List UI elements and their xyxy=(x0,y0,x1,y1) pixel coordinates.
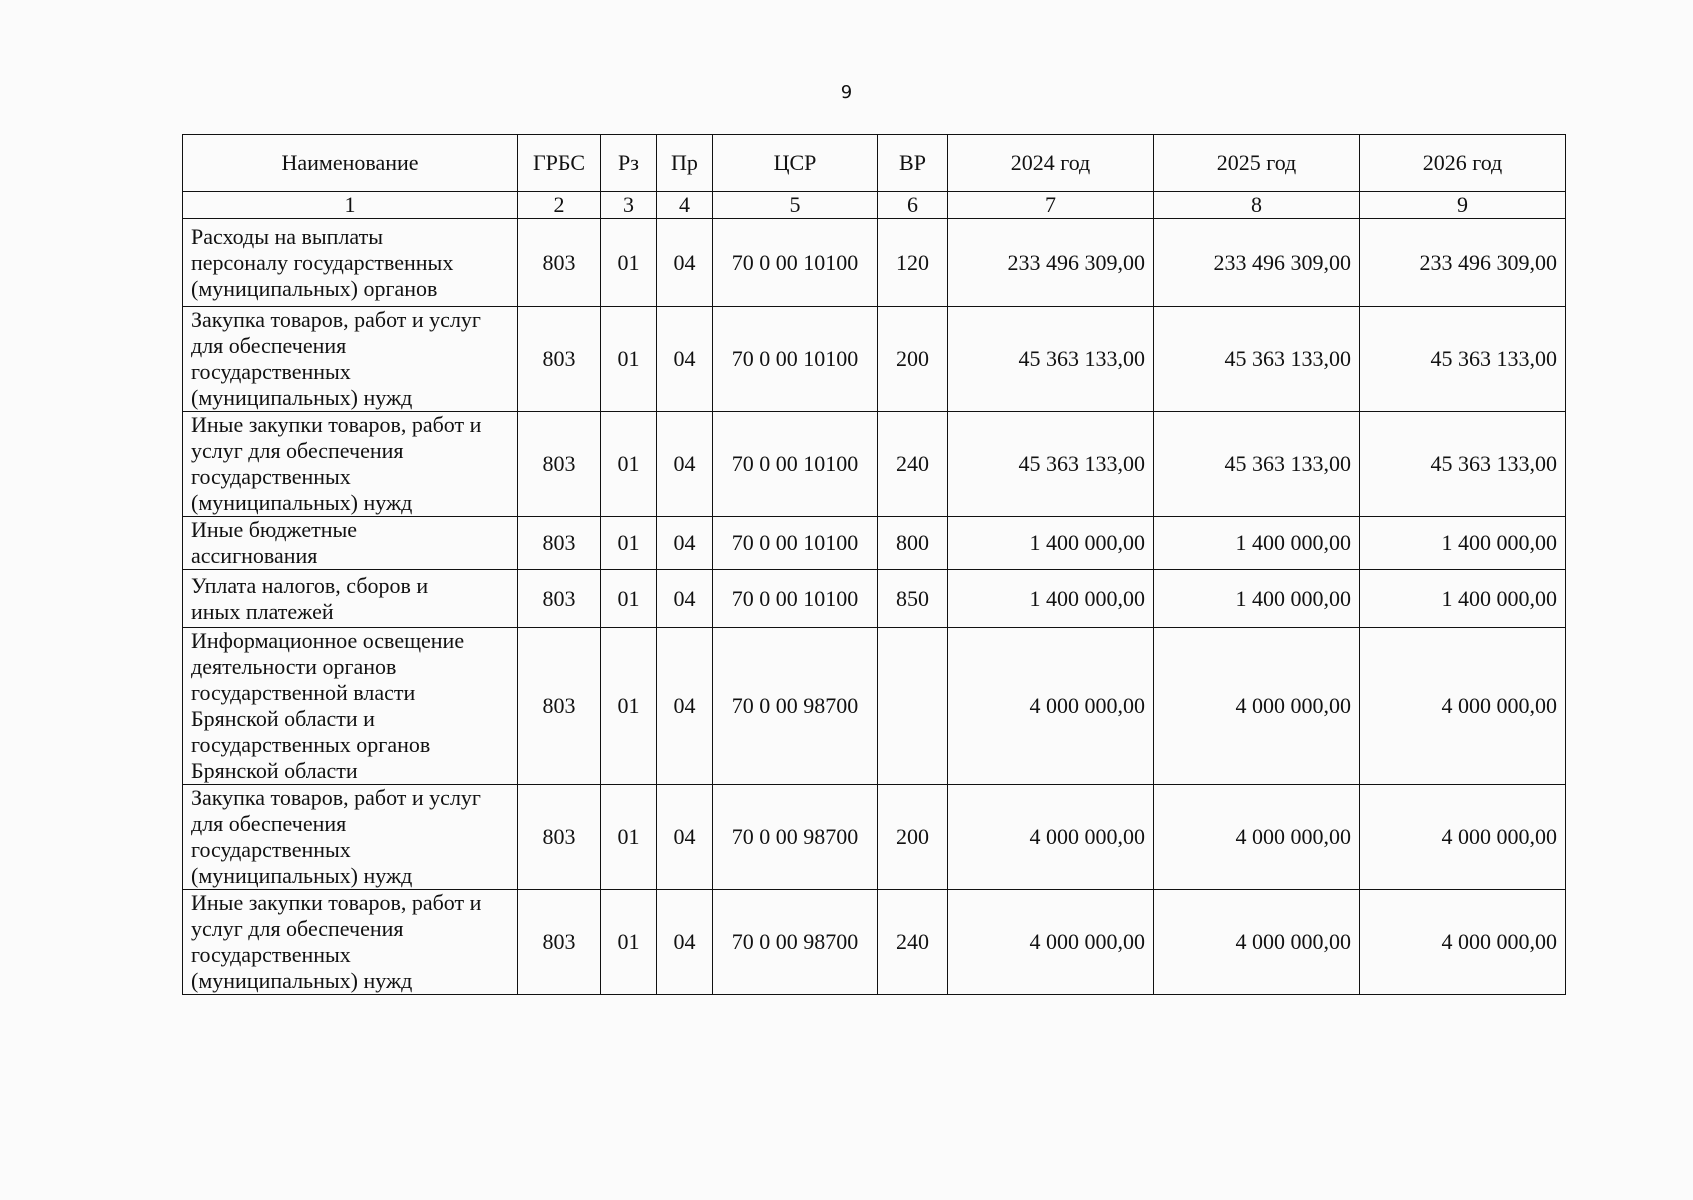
amount-2025-cell: 4 000 000,00 xyxy=(1154,890,1360,995)
name-line: персоналу государственных xyxy=(191,249,454,275)
header-2026: 2026 год xyxy=(1360,135,1566,192)
amount-2024-cell: 45 363 133,00 xyxy=(948,307,1154,412)
column-number: 3 xyxy=(601,192,657,219)
vr-cell: 240 xyxy=(878,412,948,517)
vr-cell xyxy=(878,628,948,785)
pr-cell: 04 xyxy=(657,628,713,785)
csr-cell: 70 0 00 98700 xyxy=(713,785,878,890)
vr-cell: 240 xyxy=(878,890,948,995)
grbs-cell: 803 xyxy=(518,628,601,785)
name-line: государственных xyxy=(191,464,351,489)
csr-cell: 70 0 00 10100 xyxy=(713,219,878,307)
csr-cell: 70 0 00 98700 xyxy=(713,628,878,785)
rz-cell: 01 xyxy=(601,628,657,785)
amount-2025-cell: 45 363 133,00 xyxy=(1154,412,1360,517)
name-line: услуг для обеспечения xyxy=(191,916,404,941)
rz-cell: 01 xyxy=(601,412,657,517)
column-number: 4 xyxy=(657,192,713,219)
pr-cell: 04 xyxy=(657,890,713,995)
amount-2026-cell: 4 000 000,00 xyxy=(1360,890,1566,995)
column-number: 8 xyxy=(1154,192,1360,219)
header-2024: 2024 год xyxy=(948,135,1154,192)
name-cell xyxy=(183,785,518,890)
name-line: (муниципальных) нужд xyxy=(191,968,413,993)
amount-2025-cell: 233 496 309,00 xyxy=(1154,219,1360,307)
name-line: государственных органов xyxy=(191,732,431,757)
amount-2026-cell: 1 400 000,00 xyxy=(1360,517,1566,570)
name-cell xyxy=(183,307,518,412)
header-rz: Рз xyxy=(601,135,657,192)
name-line: государственной власти xyxy=(191,680,416,705)
rz-cell: 01 xyxy=(601,785,657,890)
rz-cell: 01 xyxy=(601,890,657,995)
table-row xyxy=(183,890,1566,995)
amount-2024-cell: 233 496 309,00 xyxy=(948,219,1154,307)
table-row xyxy=(183,517,1566,570)
grbs-cell: 803 xyxy=(518,570,601,628)
name-cell xyxy=(183,890,518,995)
name-line: (муниципальных) нужд xyxy=(191,863,413,888)
table-body xyxy=(183,219,1566,995)
amount-2025-cell: 1 400 000,00 xyxy=(1154,570,1360,628)
amount-2025-cell: 4 000 000,00 xyxy=(1154,628,1360,785)
pr-cell: 04 xyxy=(657,219,713,307)
csr-cell: 70 0 00 10100 xyxy=(713,570,878,628)
column-number: 2 xyxy=(518,192,601,219)
name-line: услуг для обеспечения xyxy=(191,438,404,463)
name-cell xyxy=(183,412,518,517)
amount-2026-cell: 1 400 000,00 xyxy=(1360,570,1566,628)
name-line: Закупка товаров, работ и услуг xyxy=(191,785,481,810)
amount-2024-cell: 4 000 000,00 xyxy=(948,628,1154,785)
amount-2024-cell: 1 400 000,00 xyxy=(948,570,1154,628)
table-row xyxy=(183,412,1566,517)
amount-2026-cell: 233 496 309,00 xyxy=(1360,219,1566,307)
column-number: 6 xyxy=(878,192,948,219)
header-grbs: ГРБС xyxy=(518,135,601,192)
grbs-cell: 803 xyxy=(518,785,601,890)
name-line: государственных xyxy=(191,837,351,862)
column-number-row xyxy=(183,192,1566,219)
header-pr: Пр xyxy=(657,135,713,192)
name-line: государственных xyxy=(191,942,351,967)
header-name: Наименование xyxy=(183,135,518,192)
name-line: Уплата налогов, сборов и xyxy=(191,572,429,598)
name-line: иных платежей xyxy=(191,598,334,624)
page-number: 9 xyxy=(840,82,853,103)
grbs-cell: 803 xyxy=(518,307,601,412)
table-row xyxy=(183,307,1566,412)
table-row xyxy=(183,570,1566,628)
column-number: 1 xyxy=(183,192,518,219)
name-cell xyxy=(183,517,518,570)
vr-cell: 850 xyxy=(878,570,948,628)
column-number: 9 xyxy=(1360,192,1566,219)
rz-cell: 01 xyxy=(601,219,657,307)
name-line: (муниципальных) нужд xyxy=(191,385,413,410)
name-line: Расходы на выплаты xyxy=(191,223,384,249)
amount-2026-cell: 4 000 000,00 xyxy=(1360,785,1566,890)
table-row xyxy=(183,219,1566,307)
table-row xyxy=(183,785,1566,890)
name-line: Информационное освещение xyxy=(191,628,465,653)
grbs-cell: 803 xyxy=(518,890,601,995)
amount-2024-cell: 4 000 000,00 xyxy=(948,785,1154,890)
amount-2025-cell: 45 363 133,00 xyxy=(1154,307,1360,412)
header-2025: 2025 год xyxy=(1154,135,1360,192)
amount-2026-cell: 45 363 133,00 xyxy=(1360,412,1566,517)
pr-cell: 04 xyxy=(657,412,713,517)
pr-cell: 04 xyxy=(657,570,713,628)
vr-cell: 120 xyxy=(878,219,948,307)
name-cell xyxy=(183,219,518,307)
pr-cell: 04 xyxy=(657,307,713,412)
csr-cell: 70 0 00 10100 xyxy=(713,517,878,570)
vr-cell: 200 xyxy=(878,307,948,412)
name-line: деятельности органов xyxy=(191,654,397,679)
budget-table xyxy=(182,134,1566,995)
rz-cell: 01 xyxy=(601,570,657,628)
name-line: (муниципальных) нужд xyxy=(191,490,413,515)
name-line: Иные закупки товаров, работ и xyxy=(191,412,482,437)
name-line: государственных xyxy=(191,359,351,384)
header-csr: ЦСР xyxy=(713,135,878,192)
grbs-cell: 803 xyxy=(518,219,601,307)
rz-cell: 01 xyxy=(601,517,657,570)
table-row xyxy=(183,628,1566,785)
name-line: Брянской области и xyxy=(191,706,375,731)
amount-2024-cell: 1 400 000,00 xyxy=(948,517,1154,570)
amount-2026-cell: 4 000 000,00 xyxy=(1360,628,1566,785)
csr-cell: 70 0 00 10100 xyxy=(713,307,878,412)
grbs-cell: 803 xyxy=(518,517,601,570)
name-line: Иные бюджетные xyxy=(191,517,358,542)
name-line: (муниципальных) органов xyxy=(191,275,438,301)
pr-cell: 04 xyxy=(657,785,713,890)
column-number: 5 xyxy=(713,192,878,219)
csr-cell: 70 0 00 10100 xyxy=(713,412,878,517)
vr-cell: 800 xyxy=(878,517,948,570)
name-line: Закупка товаров, работ и услуг xyxy=(191,307,481,332)
name-line: ассигнования xyxy=(191,543,318,568)
amount-2025-cell: 1 400 000,00 xyxy=(1154,517,1360,570)
name-cell xyxy=(183,570,518,628)
amount-2024-cell: 45 363 133,00 xyxy=(948,412,1154,517)
amount-2025-cell: 4 000 000,00 xyxy=(1154,785,1360,890)
name-cell xyxy=(183,628,518,785)
amount-2024-cell: 4 000 000,00 xyxy=(948,890,1154,995)
grbs-cell: 803 xyxy=(518,412,601,517)
amount-2026-cell: 45 363 133,00 xyxy=(1360,307,1566,412)
column-number: 7 xyxy=(948,192,1154,219)
name-line: Брянской области xyxy=(191,758,358,783)
name-line: для обеспечения xyxy=(191,811,347,836)
name-line: Иные закупки товаров, работ и xyxy=(191,890,482,915)
header-row xyxy=(183,135,1566,192)
pr-cell: 04 xyxy=(657,517,713,570)
header-vr: ВР xyxy=(878,135,948,192)
name-line: для обеспечения xyxy=(191,333,347,358)
vr-cell: 200 xyxy=(878,785,948,890)
csr-cell: 70 0 00 98700 xyxy=(713,890,878,995)
rz-cell: 01 xyxy=(601,307,657,412)
